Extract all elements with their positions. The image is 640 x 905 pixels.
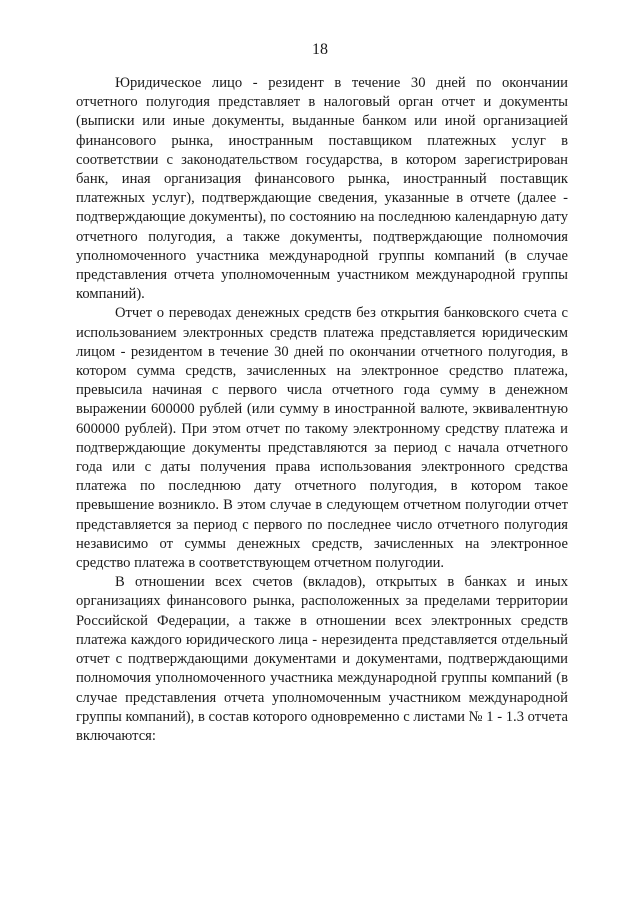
paragraph-resident-report: Юридическое лицо - резидент в течение 30 дней по окончании отчетного полугодия представляет в налоговый орган отчет и документы (выписки или иные документы, выданные банком или иной организацией финансового рынка, иностранным поставщиком платежных услуг в соответствии с законодательством государства, в котором зарегистрирован банк, иная организация финансового рынка, иностранный поставщик платежных услуг), подтверждающие сведения, указанные в отчете (далее - подтверждающие документы), по состоянию на последнюю календарную дату отчетного полугодия, а также документы, подтверждающие полномочия уполномоченного участника международной группы компаний (в случае представления отчета уполномоченным участником международной группы компаний). xyxy=(76,75,568,303)
document-body xyxy=(76,74,568,746)
paragraph-electronic-payment-report: Отчет о переводах денежных средств без открытия банковского счета с использованием электронных средств платежа представляется юридическим лицом - резидентом в течение 30 дней по окончании отчетного полугодия, в котором сумма средств, зачисленных на электронное средство платежа, превысила начиная с первого числа отчетного года сумму в денежном выражении 600000 рублей (или сумму в иностранной валюте, эквивалентную 600000 рублей). При этом отчет по такому электронному средству платежа и подтверждающие документы представляются за период с начала отчетного года или с даты получения права использования электронного средства платежа по последнюю дату отчетного полугодия, в котором такое превышение возникло. В этом случае в следующем отчетном полугодии отчет представляется за период с первого по последнее число отчетного полугодия независимо от суммы денежных средств, зачисленных на электронное средство платежа в соответствующем отчетном полугодии. xyxy=(76,305,568,572)
paragraph-non-resident-accounts: В отношении всех счетов (вкладов), открытых в банках и иных организациях финансового рынка, расположенных за пределами территории Российской Федерации, а также в отношении всех электронных средств платежа каждого юридического лица - нерезидента представляется отдельный отчет с подтверждающими документами и документами, подтверждающими полномочия уполномоченного участника международной группы компаний (в случае представления отчета уполномоченным участником международной группы компаний), в состав которого одновременно с листами № 1 - 1.3 отчета включаются: xyxy=(76,574,568,744)
page-number: 18 xyxy=(312,41,328,58)
